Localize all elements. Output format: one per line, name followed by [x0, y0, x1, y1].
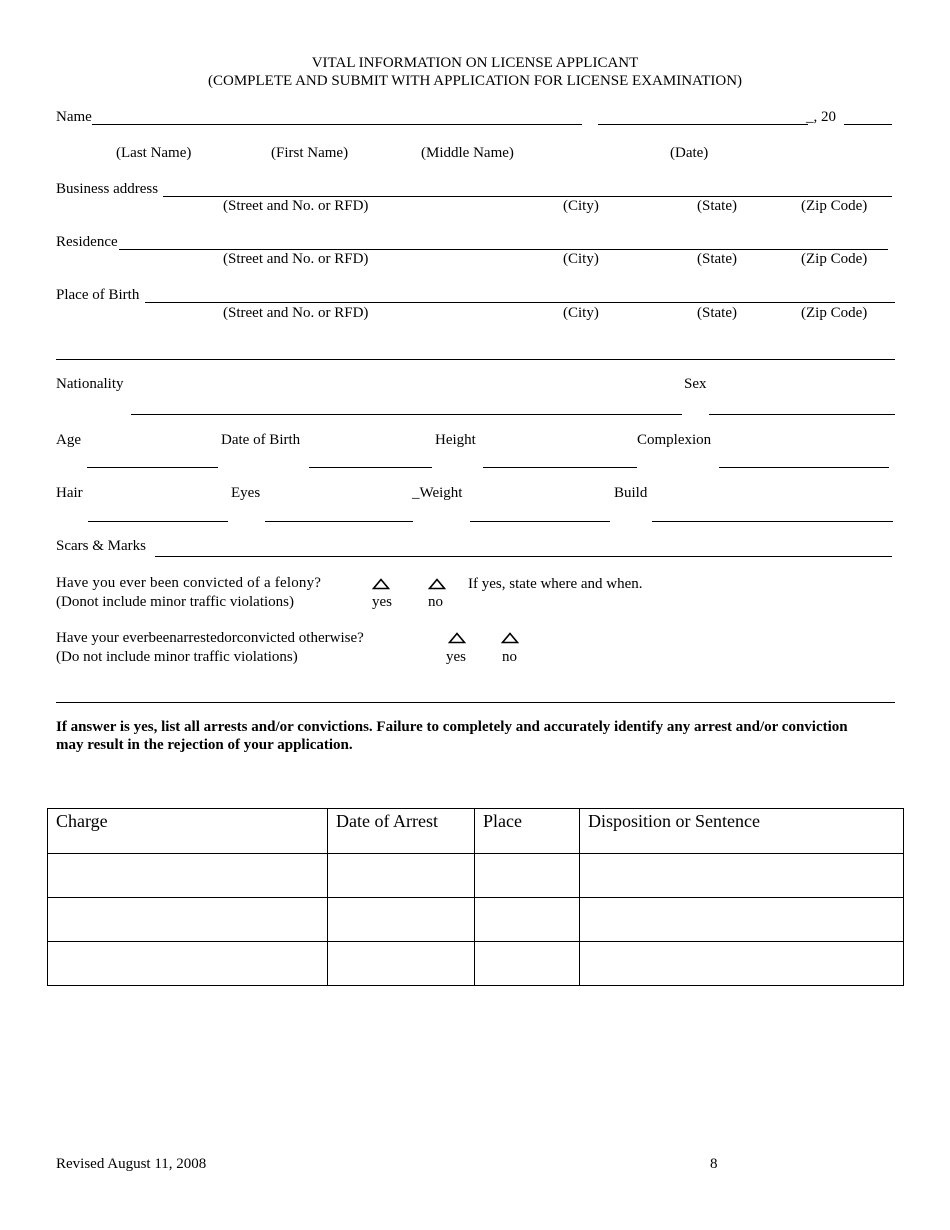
- section-divider-2: [56, 702, 895, 703]
- business-state-caption: (State): [697, 198, 737, 214]
- hair-label: Hair: [56, 485, 83, 501]
- weight-input-line[interactable]: [470, 521, 610, 522]
- arrest-question-note: (Do not include minor traffic violations): [56, 649, 298, 665]
- arrests-table: [47, 808, 904, 986]
- eyes-label: Eyes: [231, 485, 261, 501]
- table-row: [48, 898, 904, 942]
- place-cell[interactable]: [475, 854, 580, 898]
- age-input-line[interactable]: [87, 467, 218, 468]
- felony-yes-checkbox[interactable]: [372, 578, 390, 590]
- business-city-caption: (City): [563, 198, 599, 214]
- dob-input-line[interactable]: [309, 467, 432, 468]
- table-row: [48, 854, 904, 898]
- residence-label: Residence: [56, 234, 118, 250]
- felony-no-checkbox[interactable]: [428, 578, 446, 590]
- felony-question: Have you ever been convicted of a felony?: [56, 575, 322, 591]
- felony-no-label: no: [428, 594, 443, 610]
- charge-cell[interactable]: [48, 898, 328, 942]
- age-label: Age: [56, 432, 81, 448]
- business-zip-caption: (Zip Code): [801, 198, 868, 214]
- build-label: Build: [614, 485, 648, 501]
- instructions-line-2: may result in the rejection of your application.: [56, 737, 353, 753]
- business-street-caption: (Street and No. or RFD): [223, 198, 369, 214]
- residence-city-caption: (City): [563, 251, 599, 267]
- date-of-arrest-header: Date of Arrest: [328, 809, 475, 854]
- name-label: Name: [56, 109, 92, 125]
- complexion-label: Complexion: [637, 432, 712, 448]
- eyes-input-line[interactable]: [265, 521, 413, 522]
- place-cell[interactable]: [475, 898, 580, 942]
- felony-yes-label: yes: [372, 594, 392, 610]
- nationality-label: Nationality: [56, 376, 124, 392]
- section-divider: [56, 359, 895, 360]
- residence-street-caption: (Street and No. or RFD): [223, 251, 369, 267]
- place-header: Place: [475, 809, 580, 854]
- felony-followup-text: If yes, state where and when.: [468, 576, 643, 592]
- disposition-cell[interactable]: [580, 898, 904, 942]
- charge-cell[interactable]: [48, 942, 328, 986]
- felony-question-note: (Donot include minor traffic violations): [56, 594, 295, 610]
- birth-zip-caption: (Zip Code): [801, 305, 868, 321]
- business-address-label: Business address: [56, 181, 159, 197]
- date-of-arrest-cell[interactable]: [328, 942, 475, 986]
- residence-input-line[interactable]: [119, 249, 888, 250]
- place-of-birth-label: Place of Birth: [56, 287, 140, 303]
- disposition-cell[interactable]: [580, 942, 904, 986]
- date-caption: (Date): [670, 145, 709, 161]
- build-input-line[interactable]: [652, 521, 893, 522]
- height-input-line[interactable]: [483, 467, 637, 468]
- year-input-line[interactable]: [844, 124, 892, 125]
- name-input-line[interactable]: [92, 124, 582, 125]
- complexion-input-line[interactable]: [719, 467, 889, 468]
- birth-city-caption: (City): [563, 305, 599, 321]
- charge-header: Charge: [48, 809, 328, 854]
- form-title: VITAL INFORMATION ON LICENSE APPLICANT: [311, 55, 639, 71]
- nationality-input-line[interactable]: [131, 414, 682, 415]
- first-name-caption: (First Name): [271, 145, 349, 161]
- date-of-arrest-cell[interactable]: [328, 898, 475, 942]
- dob-label: Date of Birth: [221, 432, 301, 448]
- birth-street-caption: (Street and No. or RFD): [223, 305, 369, 321]
- disposition-header: Disposition or Sentence: [580, 809, 904, 854]
- table-row: [48, 942, 904, 986]
- arrest-question: Have your everbeenarrestedorconvicted otherwise?: [56, 630, 364, 646]
- middle-name-caption: (Middle Name): [421, 145, 514, 161]
- charge-cell[interactable]: [48, 854, 328, 898]
- arrest-yes-checkbox[interactable]: [448, 632, 466, 644]
- sex-input-line[interactable]: [709, 414, 895, 415]
- place-cell[interactable]: [475, 942, 580, 986]
- height-label: Height: [435, 432, 476, 448]
- arrest-no-checkbox[interactable]: [501, 632, 519, 644]
- hair-input-line[interactable]: [88, 521, 228, 522]
- place-of-birth-input-line[interactable]: [145, 302, 895, 303]
- arrest-no-label: no: [502, 649, 517, 665]
- instructions-line-1: If answer is yes, list all arrests and/or convictions. Failure to completely and accurately identify any arrest and/or conviction: [56, 719, 848, 735]
- scars-input-line[interactable]: [155, 556, 892, 557]
- last-name-caption: (Last Name): [116, 145, 192, 161]
- residence-state-caption: (State): [697, 251, 737, 267]
- disposition-cell[interactable]: [580, 854, 904, 898]
- arrest-yes-label: yes: [446, 649, 466, 665]
- birth-state-caption: (State): [697, 305, 737, 321]
- sex-label: Sex: [684, 376, 707, 392]
- date-of-arrest-cell[interactable]: [328, 854, 475, 898]
- page-number: 8: [710, 1156, 718, 1172]
- residence-zip-caption: (Zip Code): [801, 251, 868, 267]
- business-address-input-line[interactable]: [163, 196, 892, 197]
- date-input-line[interactable]: [598, 124, 808, 125]
- weight-label: _Weight: [412, 485, 463, 501]
- form-subtitle: (COMPLETE AND SUBMIT WITH APPLICATION FOR LICENSE EXAMINATION): [207, 73, 743, 89]
- scars-label: Scars & Marks: [56, 538, 146, 554]
- year-prefix: _, 20: [806, 109, 836, 125]
- revised-date: Revised August 11, 2008: [56, 1156, 207, 1172]
- table-header-row: [48, 809, 904, 854]
